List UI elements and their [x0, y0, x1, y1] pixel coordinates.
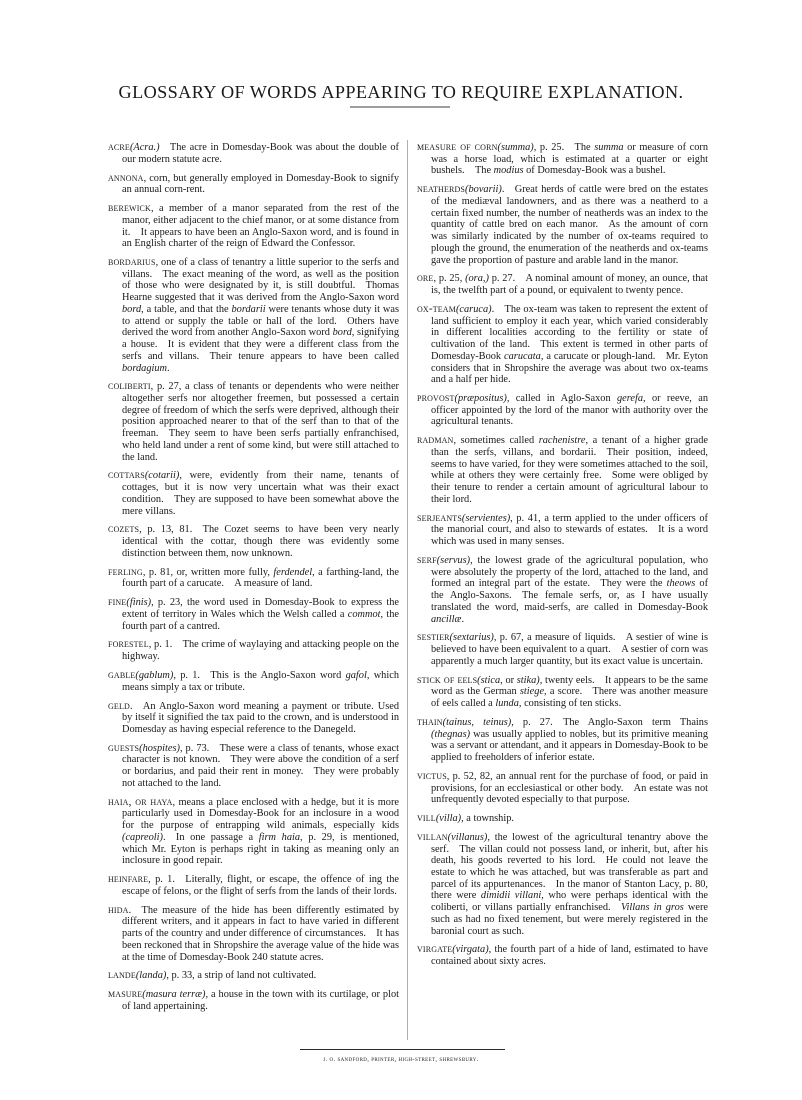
- glossary-entry: [108, 905, 399, 964]
- footer-divider-rule: [300, 1049, 505, 1050]
- glossary-definition: (tainus, teinus), p. 27. The Anglo-Saxon term Thains (thegnas) was usually applied to nobles, but its primitive meaning was a servant or attendant, and it appears in Domesday-Book to be applied to freeholders of inferior estate.: [431, 716, 708, 763]
- glossary-definition: (masura terræ), a house in the town with its curtilage, or plot of land appertaining.: [122, 989, 399, 1012]
- glossary-headword: ox-team: [417, 302, 456, 315]
- glossary-headword: ferling: [108, 565, 143, 578]
- glossary-definition: , p. 1. Literally, flight, or escape, the offence of ing the escape of felons, or the flight of serfs from the lands of their lords.: [122, 874, 399, 897]
- glossary-definition: , sometimes called rachenistre, a tenant of a higher grade than the serfs, villans, and bordarii. Their position, indeed, seems to have varied, for they were sometimes attached to the soil, while at others they were certainly free. Some were obliged by their tenure to render a certain amount of agricultural labour to their lord.: [431, 435, 708, 505]
- glossary-entry: [417, 142, 708, 177]
- glossary-headword: hida: [108, 903, 129, 916]
- glossary-definition: (caruca). The ox-team was taken to represent the extent of land sufficient to employ it each year, which varied considerably in different localities according to the fertility or state of cultivation of the land. This extent is termed in other parts of Domesday-Book carucata, a carucate or plough-land. Mr. Eyton considers that in Shropshire the average was about two ox-teams and a half per hide.: [431, 303, 708, 386]
- glossary-headword: victus: [417, 769, 447, 782]
- glossary-definition: (finis), p. 23, the word used in Domesday-Book to express the extent of territory in Wales which the Welsh called a commot, the fourth part of a cantred.: [122, 597, 400, 632]
- glossary-entry: [417, 632, 708, 667]
- glossary-definition: (gablum), p. 1. This is the Anglo-Saxon word gafol, which means simply a tax or tribute.: [122, 669, 399, 693]
- glossary-definition: (villa), a township.: [435, 813, 514, 825]
- glossary-column-right: [417, 142, 708, 1020]
- glossary-headword: villan: [417, 830, 448, 843]
- glossary-columns: [108, 142, 708, 1020]
- glossary-entry: [108, 173, 399, 196]
- glossary-headword: neatherds: [417, 183, 466, 196]
- glossary-definition: , p. 52, 82, an annual rent for the purchase of food, or paid in provisions, for an ecclesiastical or other body. An estate was not unfrequently devoted especially to that purpose.: [431, 770, 708, 806]
- glossary-definition: , one of a class of tenantry a little superior to the serfs and villans. The exact meaning of the word, as well as the position of those who were designated by it, is still doubtful. Thomas Hearne suggested that it was derived from the Anglo-Saxon word bord, a table, and that the bordarii were tenants whose duty it was to attend or supply the table or hall of the lord. Others have derived the word from another Anglo-Saxon word bord, signifying a house. It is evident that they were a different class from the serfs and villans. Their tenure appears to have been called bordagium.: [122, 257, 399, 374]
- glossary-headword: provost: [417, 392, 455, 405]
- glossary-headword: guests: [108, 741, 140, 754]
- glossary-definition: , means a place enclosed with a hedge, but it is more particularly used in Domesday-Book for an inclosure in a wood for the purpose of entrapping wild animals, especially kids (capreoli). In one passage a firm haia, p. 29, is mentioned, which Mr. Eyton is perhaps right in taking as meaning only an inclosure in good repair.: [122, 796, 400, 867]
- glossary-entry: [108, 142, 399, 165]
- glossary-definition: , a member of a manor separated from the rest of the manor, either adjacent to the chief manor, or at some distance from it. It appears to have been an Anglo-Saxon word, and is found in an English charter of the reign of Edward the Confessor.: [122, 203, 399, 250]
- glossary-definition: (landa), p. 33, a strip of land not cultivated.: [135, 970, 317, 982]
- glossary-headword: bordarius: [108, 256, 156, 269]
- glossary-headword: geld: [108, 699, 130, 712]
- glossary-entry: [108, 701, 399, 736]
- glossary-definition: , p. 27, a class of tenants or dependents who were neither altogether serfs nor altogether freemen, but possessed a certain degree of freedom of which the serfs were deprived, although their position approached nearer to that of the serf than to that of the freeman. They seem to have been serfs partially enfranchised, who held land under a rent of some kind, but were still attached to the land.: [122, 381, 399, 463]
- glossary-definition: (bovarii). Great herds of cattle were bred on the estates of the mediæval landowners, and as there was a neatherd to a certain fixed number, the number of neatherds was an index to the quantity of cattle bred on each manor. As the amount of corn was similarly indicated by the number of ox-teams required to plough the ground, the enumeration of the neatherds and ox-teams gave the proportion of pasture and arable land in the manor.: [431, 184, 708, 266]
- glossary-definition: (hospites), p. 73. These were a class of tenants, whose exact character is not known. They were above the condition of a serf or bordarius, and paid their rent in money. They were probably not attached to the land.: [122, 742, 399, 789]
- glossary-entry: [108, 597, 399, 632]
- glossary-headword: serf: [417, 553, 437, 566]
- glossary-headword: virgate: [417, 943, 453, 956]
- glossary-headword: forestel: [108, 638, 149, 651]
- glossary-headword: vill: [417, 812, 436, 825]
- glossary-entry: [108, 524, 399, 559]
- glossary-entry: [108, 874, 399, 897]
- glossary-headword: coliberti: [108, 380, 151, 393]
- glossary-headword: haia, or haya: [108, 795, 173, 808]
- glossary-entry: [417, 184, 708, 266]
- glossary-definition: , corn, but generally employed in Domesday-Book to signify an annual corn-rent.: [122, 172, 399, 196]
- glossary-definition: (præpositus), called in Aglo-Saxon gerefa, or reeve, an officer appointed by the lord of the manor with authority over the agricultural tenants.: [431, 393, 708, 428]
- glossary-headword: ore: [417, 272, 434, 285]
- glossary-headword: berewick: [108, 202, 151, 215]
- glossary-entry: [417, 717, 708, 764]
- glossary-entry: [417, 675, 708, 710]
- glossary-headword: fine: [108, 596, 127, 609]
- glossary-definition: (servientes), p. 41, a term applied to the under officers of the manorial court, and also to stewards of estates. It is a word which was used in many senses.: [431, 512, 708, 548]
- glossary-definition: (virgata), the fourth part of a hide of land, estimated to have contained about sixty acres.: [431, 944, 708, 968]
- glossary-headword: stick of eels: [417, 673, 478, 686]
- glossary-headword: lande: [108, 969, 136, 982]
- glossary-definition: , p. 1. The crime of waylaying and attacking people on the highway.: [122, 639, 399, 663]
- glossary-definition: (Acra.) The acre in Domesday-Book was about the double of our modern statute acre.: [122, 142, 399, 165]
- glossary-definition: (sextarius), p. 67, a measure of liquids. A sestier of wine is believed to have been equivalent to a quart. A sestier of corn was apparently a much larger quantity, but its exact value is uncertain.: [431, 632, 708, 667]
- glossary-definition: . An Anglo-Saxon word meaning a payment or tribute. Used by itself it signified the tax paid to the crown, and is understood in Domesday as having especial reference to the Danegeld.: [122, 700, 399, 735]
- glossary-entry: [417, 832, 708, 937]
- glossary-definition: , p. 81, or, written more fully, ferdendel, a farthing-land, the fourth part of a carucate. A measure of land.: [122, 566, 399, 590]
- glossary-definition: (stica, or stika), twenty eels. It appears to be the same word as the German stiege, a score. There was another measure of eels called a lunda, consisting of ten sticks.: [431, 674, 708, 710]
- glossary-entry: [417, 393, 708, 428]
- glossary-headword: acre: [108, 141, 130, 153]
- glossary-entry: [108, 970, 399, 982]
- glossary-entry: [108, 470, 399, 517]
- printer-imprint: j. o. sandford, printer, high-street, shrewsbury.: [323, 1056, 479, 1063]
- glossary-headword: gable: [108, 668, 136, 681]
- glossary-entry: [108, 257, 399, 374]
- glossary-headword: sestier: [417, 631, 450, 644]
- glossary-definition: (villanus), the lowest of the agricultural tenantry above the serf. The villan could not possess land, or inherit, but, after his death, his goods reverted to his lord. He could not leave the estate to which he was attached, but was transferable as part and parcel of its appurtenances. In the manor of Stanton Lacy, p. 80, there were dimidii villani, who were perhaps identical with the coliberti, or villans partially enfranchised. Villans in gros were such as had no fixed tenement, but were merely registered in the baronial court as such.: [431, 831, 708, 937]
- glossary-entry: [417, 771, 708, 806]
- glossary-headword: masure: [108, 988, 143, 1001]
- glossary-headword: thain: [417, 715, 443, 728]
- glossary-headword: serjeants: [417, 511, 462, 524]
- glossary-headword: measure of corn: [417, 141, 498, 153]
- glossary-entry: [417, 435, 708, 505]
- glossary-entry: [417, 555, 708, 625]
- page-title: GLOSSARY OF WORDS APPEARING TO REQUIRE EXPLANATION.: [118, 82, 684, 103]
- glossary-entry: [108, 203, 399, 250]
- glossary-entry: [108, 639, 399, 662]
- glossary-definition: , p. 13, 81. The Cozet seems to have been very nearly identical with the cottar, though there was evidently some distinction between them, now unknown.: [122, 524, 399, 559]
- glossary-headword: annona: [108, 171, 144, 184]
- glossary-definition: (cotarii), were, evidently from their name, tenants of cottages, but it is now very uncertain what was their exact condition. They are supposed to have been somewhat above the mere villans.: [122, 470, 399, 517]
- glossary-entry: [108, 797, 399, 867]
- glossary-column-left: [108, 142, 399, 1020]
- glossary-entry: [417, 304, 708, 386]
- glossary-entry: [108, 989, 399, 1012]
- glossary-entry: [108, 381, 399, 463]
- glossary-definition: . The measure of the hide has been differently estimated by different writers, and it appears in fact to have varied in different parts of the country and under difference of circumstances. It has been reckoned that in Shropshire the average value of the hide was at the time of Domesday-Book 240 statute acres.: [122, 904, 399, 963]
- glossary-definition: (summa), p. 25. The summa or measure of corn was a horse load, which is estimated at a quarter or eight bushels. The modius of Domesday-Book was a bushel.: [431, 142, 708, 177]
- glossary-entry: [108, 743, 399, 790]
- glossary-definition: (servus), the lowest grade of the agricultural population, who were absolutely the property of the lord, attached to the land, and formed an integral part of the estate. They were the theows of the Anglo-Saxons. The female serfs, or, as I have usually translated the word, maid-serfs, are called in Domesday-Book ancillæ.: [431, 554, 709, 625]
- glossary-entry: [108, 670, 399, 693]
- glossary-entry: [417, 813, 708, 825]
- glossary-entry: [108, 567, 399, 590]
- glossary-headword: heinfare: [108, 873, 149, 886]
- glossary-definition: , p. 25, (ora,) p. 27. A nominal amount of money, an ounce, that is, the twelfth part of a pound, or equivalent to twenty pence.: [431, 273, 709, 297]
- glossary-headword: radman: [417, 434, 454, 447]
- glossary-headword: cozets: [108, 523, 140, 536]
- glossary-entry: [417, 944, 708, 967]
- glossary-headword: cottars: [108, 469, 145, 482]
- title-divider-rule: [350, 106, 450, 108]
- glossary-entry: [417, 513, 708, 548]
- glossary-entry: [417, 273, 708, 296]
